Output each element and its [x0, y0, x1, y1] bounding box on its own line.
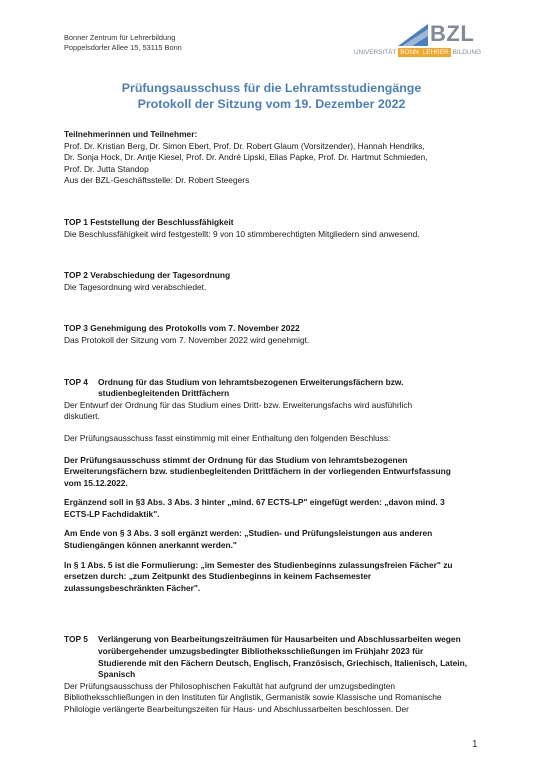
- top4-heading: [64, 377, 482, 400]
- resolution-line: ersetzen durch: „zum Zeitpunkt des Studienbeginns in keinem Fachsemester: [64, 571, 372, 582]
- top4-text-line: Der Entwurf der Ordnung für das Studium eines Dritt- bzw. Erweiterungsfachs wird ausführlich: [64, 399, 413, 410]
- resolution-line: Ergänzend soll in §3 Abs. 3 Abs. 3 hinter „mind. 67 ECTS-LP" eingefügt werden: „davon mind. 3: [64, 497, 445, 508]
- resolution-line: In § 1 Abs. 5 ist die Formulierung: „im Semester des Studienbeginns zulassungsfreien Fächer" zu: [64, 559, 453, 570]
- bzl-logo-mark-icon: [398, 24, 428, 46]
- top4-resolution-3: [64, 528, 482, 551]
- logo-sub-bildung: BILDUNG: [452, 49, 482, 56]
- top4-resolution-4: [64, 560, 482, 595]
- top5-number: TOP 5: [64, 634, 88, 645]
- top5-heading-line: Studierende mit den Fächern Deutsch, Englisch, Französisch, Griechisch, Italienisch, Latein,: [98, 657, 468, 668]
- title-line: Prüfungsausschuss für die Lehramtsstudiengänge: [121, 81, 422, 95]
- logo-sub-bonn: BONN: [400, 49, 419, 56]
- sender-line: Poppelsdorfer Allee 15, 53115 Bonn: [64, 43, 182, 52]
- logo-sub-universitaet: UNIVERSITÄT: [354, 49, 397, 56]
- top5-heading-line: Spanisch: [98, 669, 136, 680]
- resolution-line: Studiengängen können anerkannt werden.": [64, 540, 237, 551]
- title-line: Protokoll der Sitzung vom 19. Dezember 2022: [137, 97, 406, 111]
- resolution-line: zulassungsbeschränkten Fächer".: [64, 582, 201, 593]
- top3-heading: TOP 3 Genehmigung des Protokolls vom 7. November 2022: [64, 323, 300, 334]
- top5-text-line: Philologie verlängerte Bearbeitungszeiten für Haus- und Abschlussarbeiten beschlossen. Der: [64, 704, 409, 714]
- resolution-line: Der Prüfungsausschuss stimmt der Ordnung für das Studium von lehramtsbezogenen: [64, 454, 408, 465]
- top1-text: Die Beschlussfähigkeit wird festgestellt: 9 von 10 stimmberechtigten Mitgliedern sind anwesend.: [64, 228, 420, 239]
- top4-resolution-2: [64, 497, 482, 520]
- logo-wordmark: BZL: [430, 21, 475, 46]
- top5-text-line: Bibliotheksschließungen in den Instituten für Anglistik, Germanistik sowie Klassische und Romanische: [64, 692, 442, 703]
- participants-line: Dr. Sonja Hock, Dr. Antje Kiesel, Prof. Dr. André Lipski, Elias Papke, Prof. Dr. Hartmut Schmieden,: [64, 152, 428, 163]
- participants-line: Prof. Dr. Jutta Standop: [64, 163, 149, 174]
- top5-heading: [64, 634, 482, 680]
- resolution-line: Erweiterungsfächern bzw. studienbegleitenden Drittfächern in der vorliegenden Entwurfsfassung: [64, 466, 451, 477]
- participants-line: Prof. Dr. Kristian Berg, Dr. Simon Ebert, Prof. Dr. Robert Glaum (Vorsitzender), Hannah Hendriks,: [64, 140, 425, 151]
- top1-heading: TOP 1 Feststellung der Beschlussfähigkeit: [64, 216, 234, 227]
- sender-line: Bonner Zentrum für Lehrerbildung: [64, 33, 176, 42]
- top3-text: Das Protokoll der Sitzung vom 7. November 2022 wird genehmigt.: [64, 334, 310, 345]
- top2-text: Die Tagesordnung wird verabschiedet.: [64, 281, 207, 292]
- top4-decision-intro: Der Prüfungsausschuss fasst einstimmig mit einer Enthaltung den folgenden Beschluss:: [64, 432, 391, 443]
- top4-text-line: diskutiert.: [64, 411, 100, 422]
- top5-heading-line: vorübergehender umzugsbedingter Bibliotheksschließungen im Frühjahr 2023 für: [98, 646, 424, 657]
- top2-heading: TOP 2 Verabschiedung der Tagesordnung: [64, 270, 231, 281]
- top4-resolution-1: [64, 455, 482, 490]
- page-number: 1: [472, 739, 478, 750]
- top4-number: TOP 4: [64, 376, 88, 387]
- top5-text-line: Der Prüfungsausschuss der Philosophischen Fakultät hat aufgrund der umzugsbedingten: [64, 680, 396, 691]
- top4-heading-line: studienbegleitenden Drittfächern: [98, 388, 230, 399]
- logo-subline: [352, 48, 483, 57]
- resolution-line: Am Ende von § 3 Abs. 3 soll ergänzt werden: „Studien- und Prüfungsleistungen aus anderen: [64, 528, 433, 539]
- participants-heading: Teilnehmerinnen und Teilnehmer:: [64, 129, 198, 139]
- bzl-logo: [352, 22, 502, 56]
- document-title: [0, 80, 543, 112]
- sender-address: [64, 33, 182, 53]
- participants-line: Aus der BZL-Geschäftsstelle: Dr. Robert Steegers: [64, 175, 250, 186]
- resolution-line: vom 15.12.2022.: [64, 477, 128, 488]
- logo-sub-lehrer: LEHRER: [422, 49, 449, 56]
- document-body: [64, 129, 482, 716]
- top5-heading-line: Verlängerung von Bearbeitungszeiträumen für Hausarbeiten und Abschlussarbeiten wegen: [98, 634, 461, 645]
- top4-heading-line: Ordnung für das Studium von lehramtsbezogenen Erweiterungsfächern bzw.: [98, 376, 404, 387]
- resolution-line: ECTS-LP Fachdidaktik".: [64, 508, 160, 519]
